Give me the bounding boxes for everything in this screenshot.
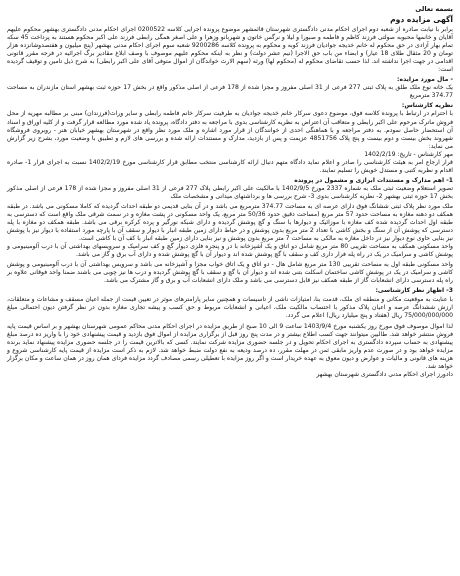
signature-line: دادورز اجرای احکام مدنی دادگستری شهرستان بهشهر	[316, 370, 453, 378]
ground-floor-apartment-paragraph: واحد مسکونی همکف به مساحت تقریبی 80 متر مربع شامل دو اتاق و یک آشپزخانه با در و پنجره فلزی دیوار گچ و کف سرامیک و سرویسهای بهداشتی آن با درب آلومینیومی و پوشش کاشی و سرامیک در یک در راه پله فرار داری کف و سقف با گچ پوشش شده اند و دیوار آن با گچ پوشش شده و دارای آب برق و گاز می باشد.	[7, 243, 453, 259]
intro-paragraph: برابر با نیابت صادره از شعبه دوم اجرای احکام مدنی دادگستری شهرستان قائمشهر موضوع پرونده اجرایی کلاسه 0200522 اجرای احکام مدنی دادگستری بهشهر محکوم علیهم آقایان و خانمها محبوبه صولتی فرزند کاظم و فاطمه و صبورا و لیلا و نرگس خاتون و شهربانو وزهرا و علی اصغر همگی رابطی فرزند علی اکبر محکوم هستند به پرداخت 45 سکه تمام بهار آزادی در حق محکوم له خانم خدیجه جوادیان فرزند کوبه و محکوم به پرونده کلاسه 9200286 شعبه سوم اجرای احکام مدنی بهشهر (پنج میلیون و هفتصدوشانزده هزار تومان و 20 مثقال طلای 18 عیار) و ابضاء من باب حق الاجرا (نیم عشر دولت) و نظر به اینکه محکوم علیهم موصوف با وصف ابلاغ مقادیر برگ اجرائیه در فرجه مقرر قانونی اقدامی در جهت اجرا نداشته اند. لذا حسب تقاضای محکوم له (محکوم لها) ورثه (سهم الارث خواندگان از اموال متوفی آقای علی اکبر رابطی) به شرح ذیل تامین و توقیف گردیده است:	[7, 26, 454, 74]
expert-opinion-paragraph: با عنایت به موقعیت مکانی و منطقه ای ملک، قدمت بنا، امتیازات ناشی از تاسیسات و همچنین سایر پارامترهای موثر در تعیین قیمت از جمله اعیان مسقف و مشاعات و متعلقات، ارزش ششدانگ عرصه و اعیان پلاک مذکور با احتساب مالکیت ملک، اعیانی و انشعابات مربوط و حق کسب و پیشه تجاری مغازه بدون در نظر گرفتن دیون احتمالی مبلغ 75/000/000/000 ریال (هفتاد و پنج میلیارد ریال) اعلام می گردد.	[7, 295, 453, 319]
court-order-paragraph: قرار ارجاع امر به هیئت کارشناسی را صادر و اعلام نماید دادگاه متهم دنبال ارائه کارشناسی منتخب مطابق قرار کارشناسی مورخ 1402/2/19 نسبت به اجرای قرار 1- صادره اقدام و نظریه کتبی و مستدل خویش را تسلیم نمایند.	[7, 158, 453, 174]
auction-details-paragraph: لذا اموال موصوف فوق مورخ روز یکشنبه مورخ 1403/9/4 ساعت 9 الی 10 صبح از طریق مزایده در اجرای احکام مدنی محاکم عمومی شهرستان بهشهر و بر اساس قیمت پایه فروش منتشر خواهد شد. طالبین میتوانند جهت کسب اطلاع بیشتر و در مدت پنج روز قبل از برگزاری مزایده از اموال فوق بازدید و قیمت پیشنهادی خود را با واریز ده درصد مبلغ پیشنهادی به حساب سپرده دادگستری به اجرای احکام تحویل و در جلسه حضوری مزایده شرکت نمایند. کسی که بالاترین قیمت را در جلسه حضوری مزایده پیشنهاد نماید برنده مزایده خواهد بود و در صورت عدم واریز مابقی ثمن در مهلت مقرر، ده درصد ودیعه به نفع دولت ضبط خواهد شد. لازم به ذکر است مزایده از قیمت پایه کارشناسی شروع و هزینه های قانونی و مالیات و عوارض و دیون معوق به عهده خریدار است و اگر روز مزایده با تعطیلی رسمی مصادف گردد مزایده فردای همان روز در همان ساعت و مکان برگزار خواهد شد.	[7, 322, 453, 370]
documents-section-title: 1- اهم مدارک و مستندات ابرازی و مشمول در پرونده	[294, 176, 453, 184]
property-paragraph: یک خانه نوع ملک طلق به پلاک ثبتی 277 فرعی از 31 اصلی مفروز و مجزا شده از 178 فرعی از اصلی مذکور واقع در بخش 17 حوزه ثبت بهشهر استان مازندران به مساحت 374.77 مترمربع	[7, 84, 453, 100]
expert-date-line: مهر کارشناس - تاریخ: 1402/2/19	[364, 150, 453, 158]
expert-opinion-title: 3- اظهار نظر کارشناسی:	[375, 287, 453, 295]
property-section-title: - مال مورد مزایده:	[397, 76, 453, 84]
building-description-paragraph: ملک مورد نظر پلاک ثبتی ششانگ فوق دارای عرصه ای به مساحت 374.77 مترمربع می باشد و در آن بنایی قدیمی دو طبقه احداث گردیده که کاملا مسکونی می باشد. در طبقه همکف دو دهنه مغازه به مساحت حدود 57 متر مربع (مساحت دقیق حدود 50/36 متر مربع، یک واحد مسکونی در پشت مغازه و در سمت شرقی ملک واقع است که دسترسی به طبقه اول احداث گردیده شده کف مغازه با موزائیک و دیوارها با سنگ و گچ پوشش گردیده و دارای شبکه نورگیر و پرده کرکره برقی می باشد. طبقه همکف دو مغازه با پله دسترسی که پوشش آن از سنگ و بخش کاشی با تعداد 2 متر مربع بدون پوشش و در حیاط دارای زمین طبقه انبار با دیوار و سقف آن با پارچه مورد استفاده با دیوار نیز با پوشش نیز بنایی حاوی نوع دیوار نیز در داخل مغازه به مالکی به مساحت 7 متر مربع بدون پوشش و نیز بنایی دارای زمین طبقه انبار با کف آن با کاشی است.	[7, 202, 454, 243]
header-basmala: بسمه تعالی	[415, 5, 453, 13]
documents-paragraph: تصویر استعلام وضعیت ثبتی ملک به شماره 2337 مورخ 1402/9/5 با مالکیت علی اکبر رابطی پلاک 277 فرعی از 31 اصلی مفروز و مجزا شده از 178 فرعی از اصلی مذکور بخش 17 حوزه ثبتی بهشهر 2- نظریه کارشناسی بدوی 3- شرح بررسی ها و برداشتهای میدانی و مشخصات ملک	[7, 184, 454, 200]
first-floor-apartment-paragraph: واحد مسکونی طبقه اول به مساحت تقریبی 130 متر مربع شامل هال - دو اتاق و یک اتاق خواب مجزا و آشپزخانه می باشد و سرویس بهداشتی آن با درب آلومینیومی و پوشش کاشی و سرامیک در یک در پوشش کاشی ساختمان اسکلت بتنی شده اند و دیوار آن با گچ و سقف با گچ پوشش گردیده و درب ها نیز چوبی می باشند ضمنا واحد فوقانی علاوه بر راه پله دسترسی دارای انشعابات گاز از طبقه همکف نیز قابل دسترسی می باشد و ملک دارای انشعابات آب و برق و گاز مشترک می باشد.	[7, 261, 453, 285]
notice-title: آگهی مزایده دوم	[390, 15, 453, 24]
opinion-paragraph: با احترام در ارتباط با پرونده کلاسه فوق، موضوع دعوی سرکار خانم خدیجه جوادیان به طرفیت سرکار خانم فاطمه رابطی و سایر وراث(فرزندان) مبنی بر مطالبه مهریه از محل فروش ماترک مرحوم علی اکبر رابطی و متعاقب آن اعتراض به نظریه کارشناسی بدوی با مراجعه به دفتر دادگاه، پرونده یاد شده مورد مطالعه قرار گرفت و از کلیه اوراق و اسناد آن استحضار حاصل نمودم. به دفتر مراجعه و با هماهنگی احدی از خوانندگان از قرار مورد اشاره و ملک مورد نظر واقع در شهرستان بهشهر خیابان هنر - روبروی فروشگاه شهروند بخش بیست و دوم بیست و پنج پلاک 4851756 عزیمت و پس از بازدید، مدارک و مستندات ارائه شده و بررسی های لازم و تطبیق با وضعیت مورد، بشرح زیر گزارش می نماید:	[7, 110, 453, 150]
opinion-section-title: نظریه کارشناس:	[401, 102, 453, 110]
